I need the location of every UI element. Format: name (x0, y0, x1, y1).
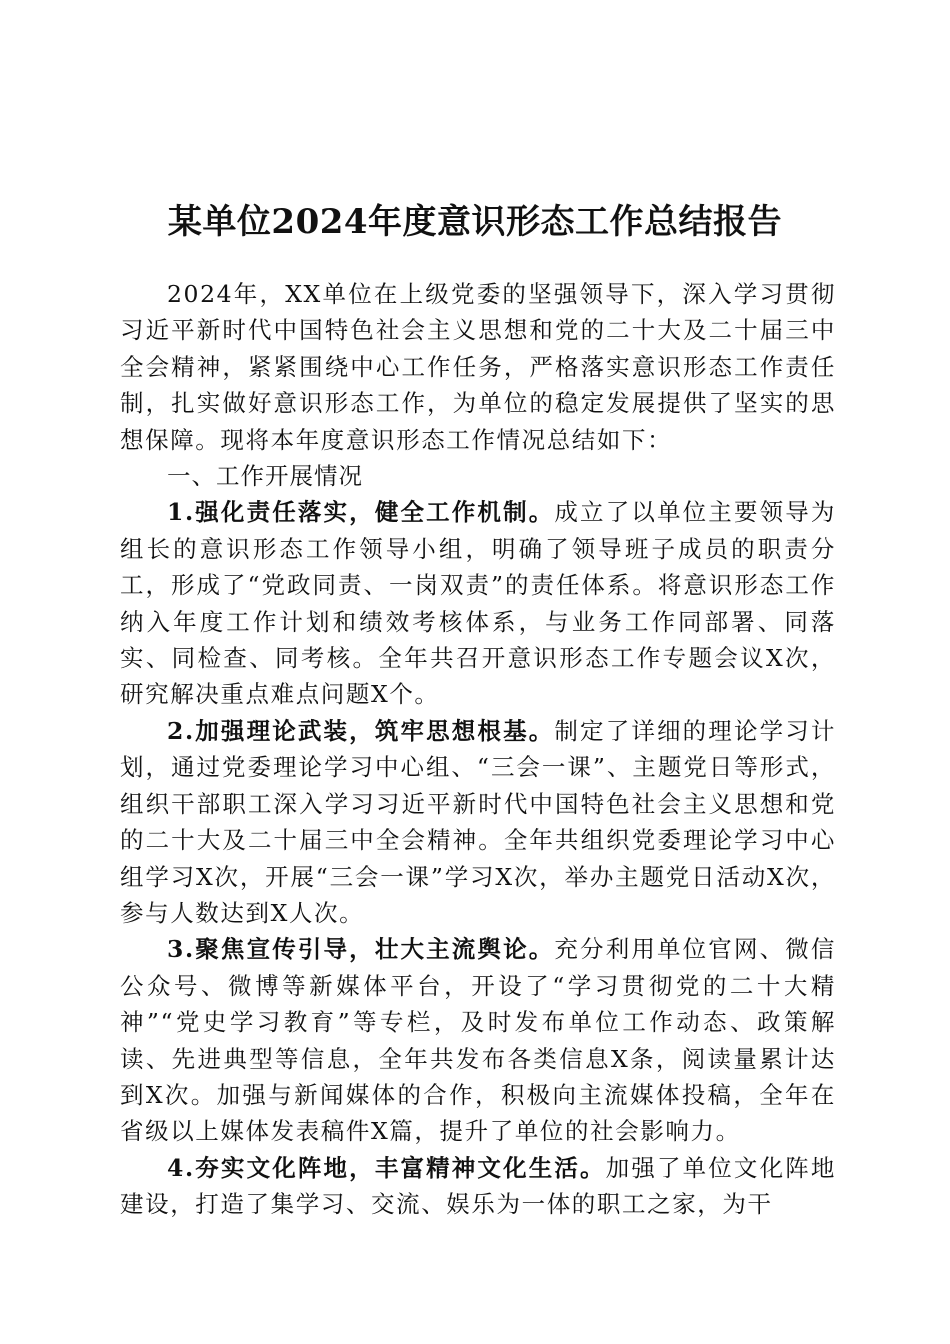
item-paragraph-2 (120, 713, 836, 931)
item-paragraph-3 (120, 931, 836, 1149)
section-heading: 一、工作开展情况 (167, 462, 363, 491)
item-lead: 2.加强理论武装，筑牢思想根基。 (167, 716, 555, 745)
intro-paragraph: 2024年，XX单位在上级党委的坚强领导下，深入学习贯彻习近平新时代中国特色社会主义思想和党的二十大及二十届三中全会精神，紧紧围绕中心工作任务，严格落实意识形态工作责任制，扎实做好意识形态工作，为单位的稳定发展提供了坚实的思想保障。现将本年度意识形态工作情况总结如下： (120, 280, 836, 454)
item-paragraph-4 (120, 1150, 836, 1223)
item-text: 充分利用单位官网、微信公众号、微博等新媒体平台，开设了“学习贯彻党的二十大精神”“党史学习教育”等专栏，及时发布单位工作动态、政策解读、先进典型等信息，全年共发布各类信息X条，阅读量累计达到X次。加强与新闻媒体的合作，积极向主流媒体投稿，全年在省级以上媒体发表稿件X篇，提升了单位的社会影响力。 (120, 935, 836, 1146)
item-text: 成立了以单位主要领导为组长的意识形态工作领导小组，明确了领导班子成员的职责分工，形成了“党政同责、一岗双责”的责任体系。将意识形态工作纳入年度工作计划和绩效考核体系，与业务工作同部署、同落实、同检查、同考核。全年共召开意识形态工作专题会议X次，研究解决重点难点问题X个。 (120, 498, 836, 709)
item-text: 加强了单位文化阵地建设，打造了集学习、交流、娱乐为一体的职工之家，为干 (120, 1153, 836, 1219)
item-text: 制定了详细的理论学习计划，通过党委理论学习中心组、“三会一课”、主题党日等形式，组织干部职工深入学习习近平新时代中国特色社会主义思想和党的二十大及二十届三中全会精神。全年共组织党委理论学习中心组学习X次，开展“三会一课”学习X次，举办主题党日活动X次，参与人数达到X人次。 (120, 716, 836, 927)
item-lead: 3.聚焦宣传引导，壮大主流舆论。 (167, 935, 555, 964)
item-lead: 1.强化责任落实，健全工作机制。 (167, 498, 555, 527)
item-lead: 4.夯实文化阵地，丰富精神文化生活。 (167, 1153, 606, 1182)
item-paragraph-1 (120, 494, 836, 712)
document-title: 某单位2024年度意识形态工作总结报告 (167, 202, 783, 242)
document-body (120, 276, 836, 1223)
